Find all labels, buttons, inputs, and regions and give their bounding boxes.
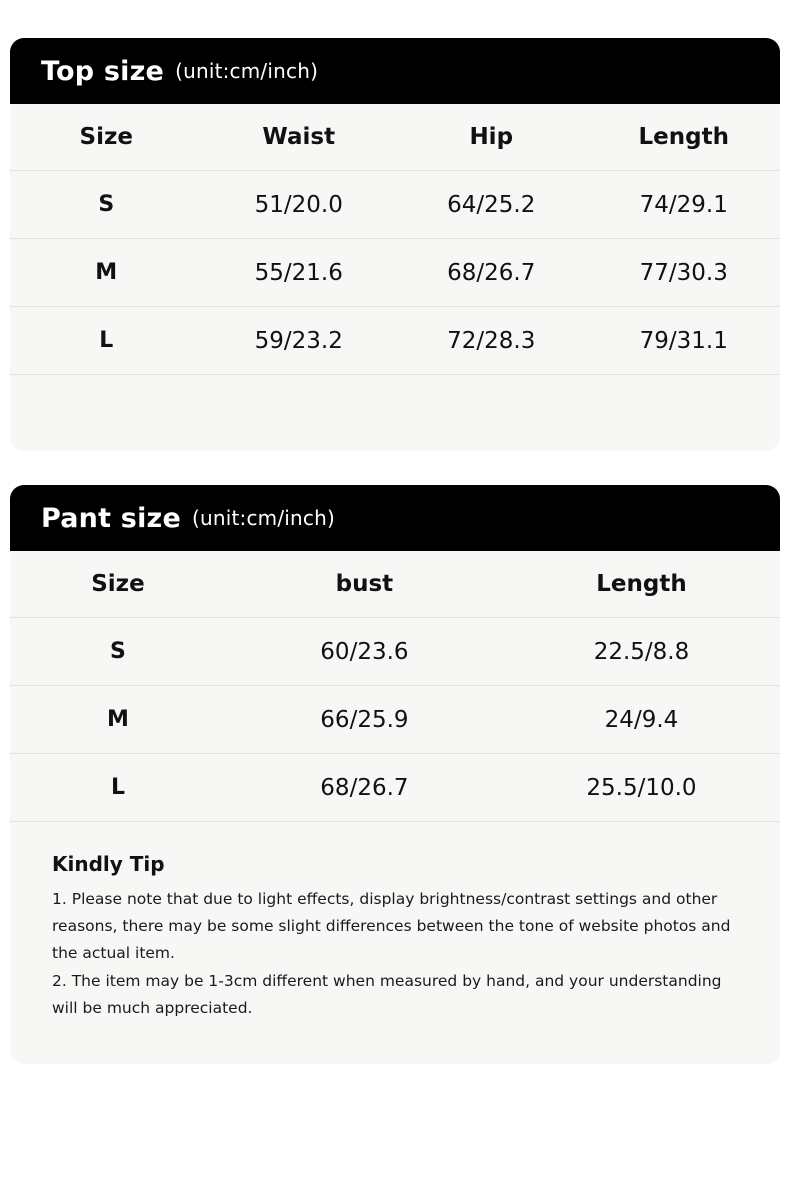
- kindly-tip-line-1: 1. Please note that due to light effects, display brightness/contrast settings and other reasons, there may be some slight differences between the tone of website photos and the actual item.: [52, 890, 731, 962]
- cell-size: M: [10, 239, 203, 307]
- column-header-size: Size: [10, 104, 203, 171]
- top-size-card: [10, 38, 780, 451]
- cell-hip: 64/25.2: [395, 171, 588, 239]
- cell-waist: 51/20.0: [203, 171, 396, 239]
- top-size-unit: (unit:cm/inch): [175, 59, 319, 83]
- table-row: [10, 686, 780, 754]
- kindly-tip-heading: Kindly Tip: [52, 852, 165, 876]
- cell-length: 25.5/10.0: [503, 754, 780, 822]
- table-row: [10, 307, 780, 375]
- pant-size-table: [10, 551, 780, 822]
- column-header-size: Size: [10, 551, 226, 618]
- top-size-title: Top size: [41, 55, 165, 87]
- cell-size: S: [10, 618, 226, 686]
- pant-size-unit: (unit:cm/inch): [191, 506, 335, 530]
- cell-bust: 60/23.6: [226, 618, 503, 686]
- cell-length: 79/31.1: [588, 307, 781, 375]
- pant-size-card: [10, 485, 780, 1064]
- cell-size: L: [10, 754, 226, 822]
- cell-size: S: [10, 171, 203, 239]
- pant-size-table-head: [10, 551, 780, 618]
- table-row: [10, 754, 780, 822]
- kindly-tip-line-2: 2. The item may be 1-3cm different when measured by hand, and your understanding will be much appreciated.: [52, 972, 722, 1018]
- kindly-tip-section: [10, 822, 780, 1064]
- cell-hip: 72/28.3: [395, 307, 588, 375]
- column-header-length: Length: [503, 551, 780, 618]
- table-row: [10, 618, 780, 686]
- table-header-row: [10, 104, 780, 171]
- cell-length: 74/29.1: [588, 171, 781, 239]
- cell-length: 77/30.3: [588, 239, 781, 307]
- cell-waist: 59/23.2: [203, 307, 396, 375]
- cell-length: 22.5/8.8: [503, 618, 780, 686]
- column-header-hip: Hip: [395, 104, 588, 171]
- pant-size-table-body: [10, 618, 780, 822]
- cell-size: L: [10, 307, 203, 375]
- pant-size-title: Pant size: [41, 502, 181, 534]
- table-header-row: [10, 551, 780, 618]
- cell-waist: 55/21.6: [203, 239, 396, 307]
- top-size-card-header: [10, 38, 780, 104]
- table-row: [10, 171, 780, 239]
- cell-length: 24/9.4: [503, 686, 780, 754]
- cell-bust: 66/25.9: [226, 686, 503, 754]
- column-header-length: Length: [588, 104, 781, 171]
- cell-size: M: [10, 686, 226, 754]
- top-size-table-head: [10, 104, 780, 171]
- pant-size-card-header: [10, 485, 780, 551]
- top-size-card-footer-space: [10, 375, 780, 451]
- column-header-bust: bust: [226, 551, 503, 618]
- table-row: [10, 239, 780, 307]
- column-header-waist: Waist: [203, 104, 396, 171]
- top-size-table-body: [10, 171, 780, 375]
- top-size-table: [10, 104, 780, 375]
- cell-hip: 68/26.7: [395, 239, 588, 307]
- card-spacer: [10, 451, 780, 485]
- cell-bust: 68/26.7: [226, 754, 503, 822]
